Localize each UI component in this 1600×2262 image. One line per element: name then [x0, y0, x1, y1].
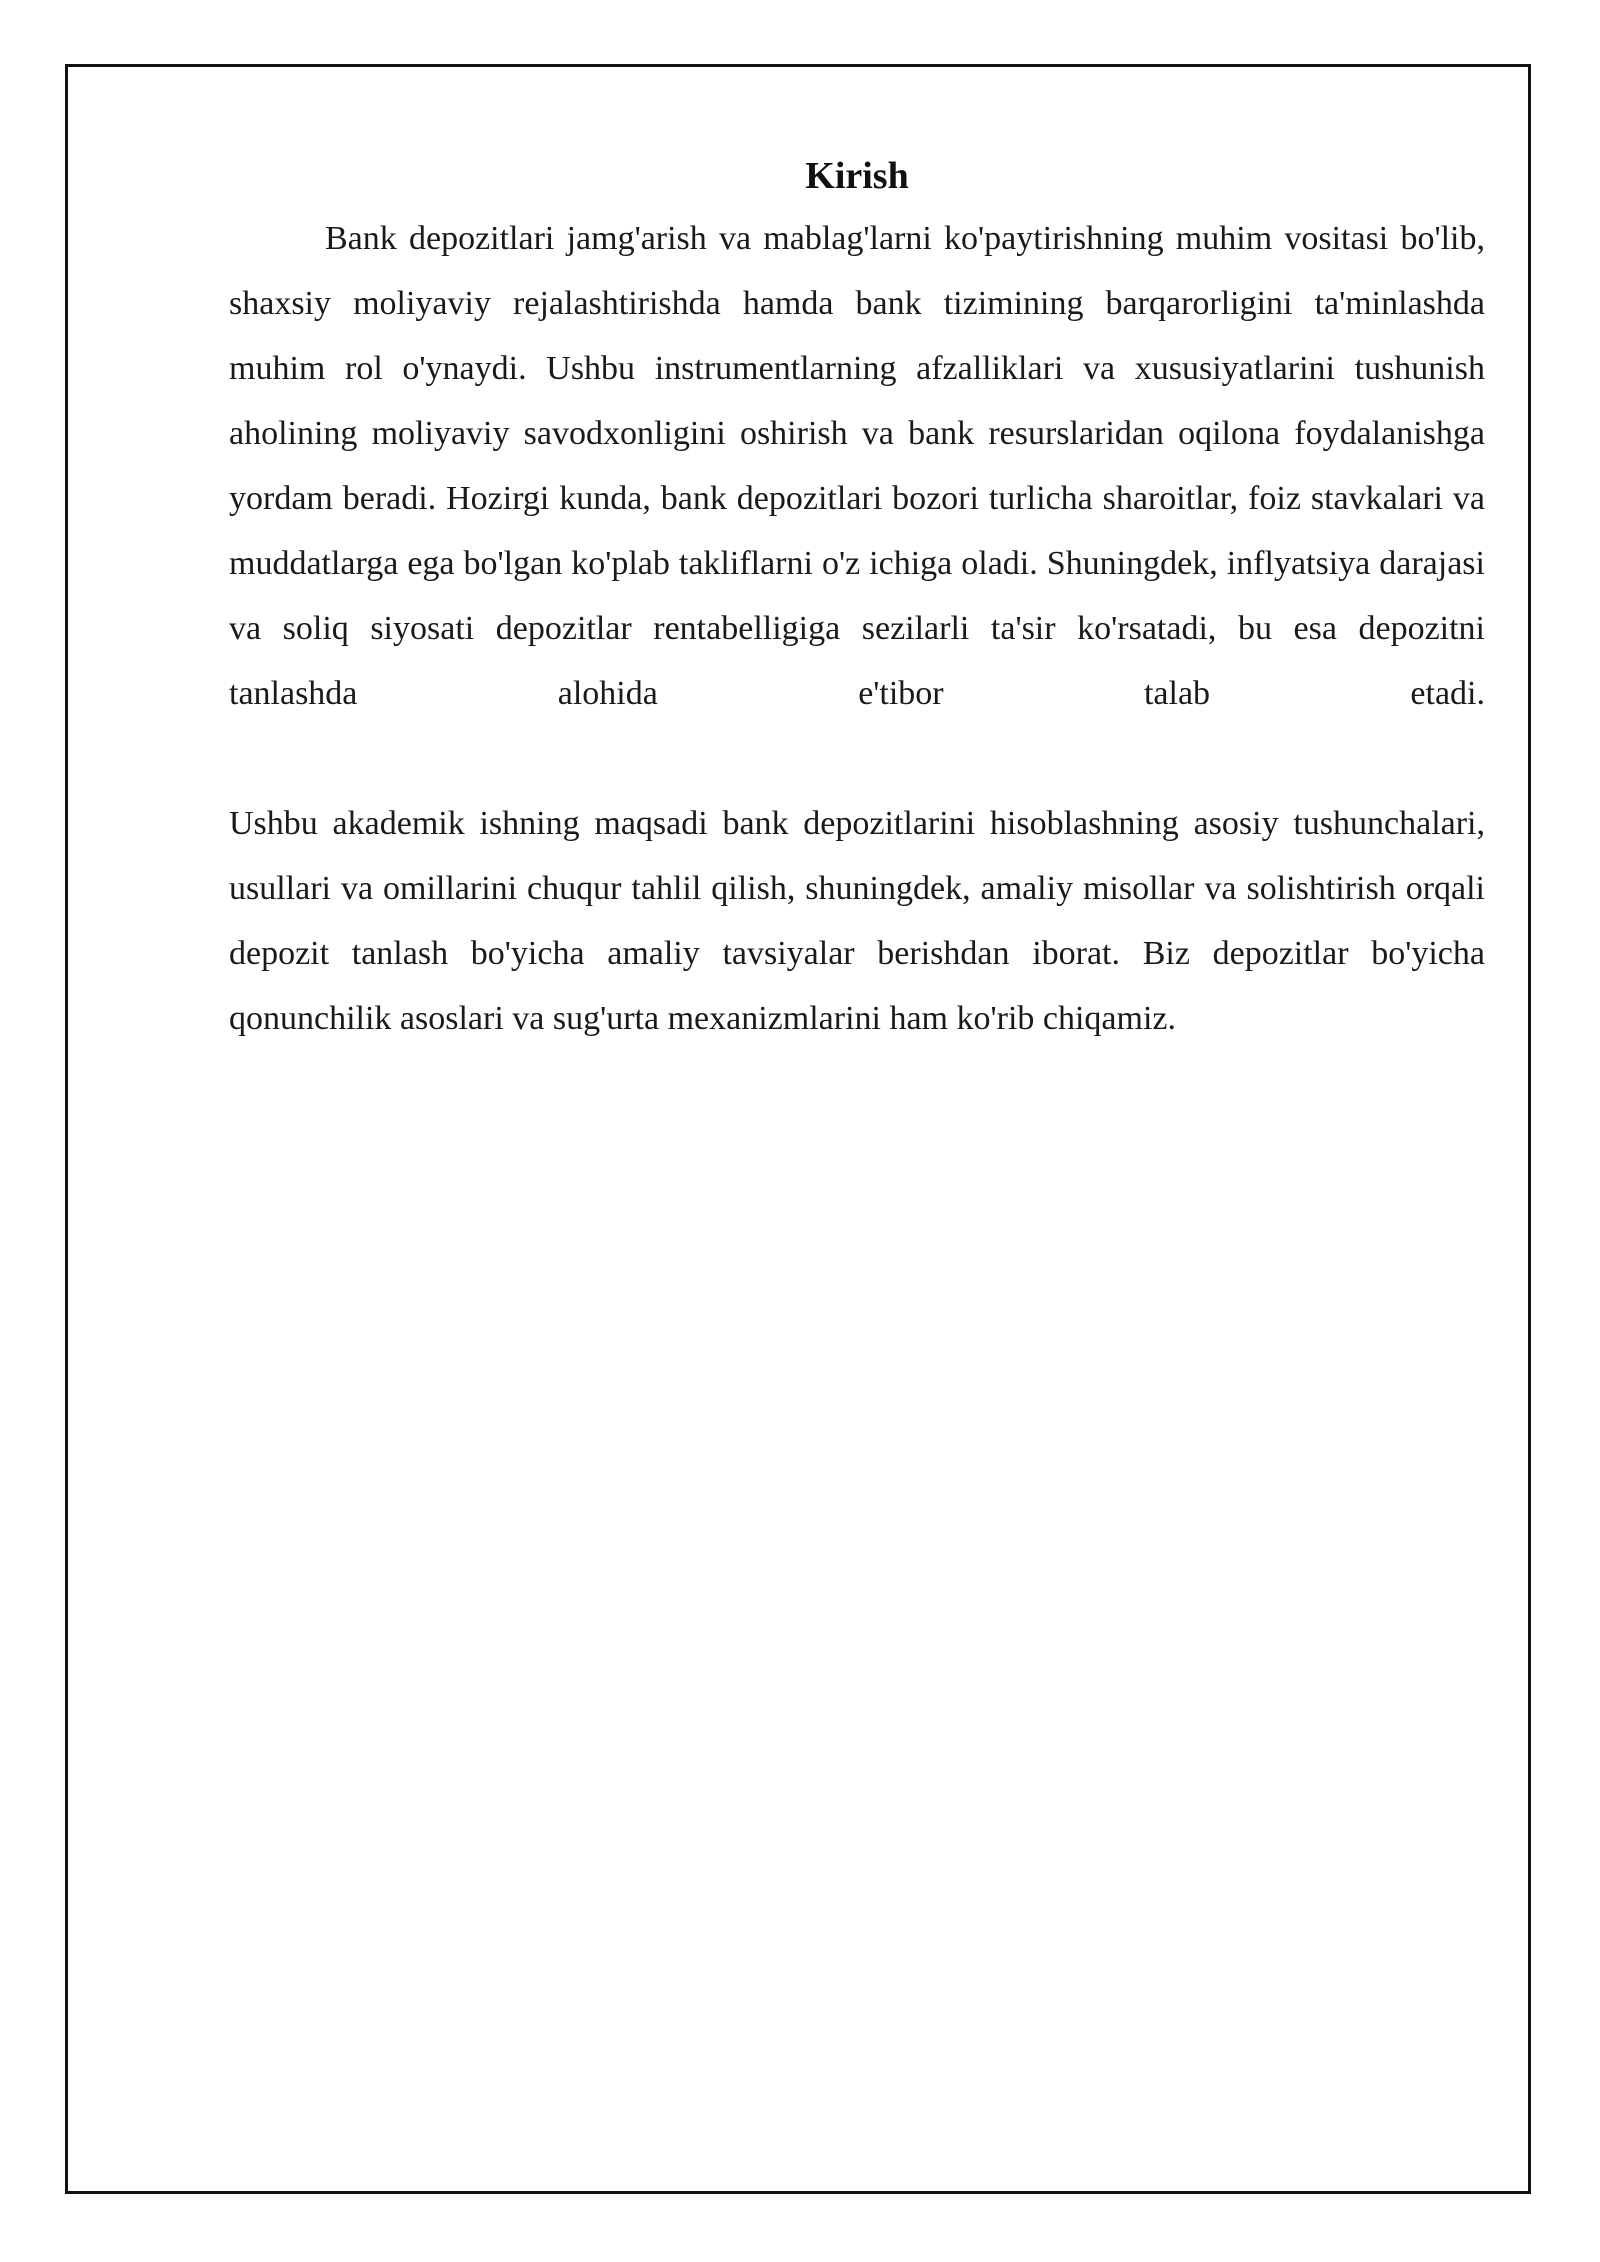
paragraph-spacer: [229, 726, 1485, 791]
document-body: [229, 148, 1485, 1051]
paragraph-goal: Ushbu akademik ishning maqsadi bank depozitlarini hisoblashning asosiy tushunchalari, usullari va omillarini chuqur tahlil qilish, shuningdek, amaliy misollar va solishtirish orqali depozit tanlash bo'yicha amaliy tavsiyalar berishdan iborat. Biz depozitlar bo'yicha qonunchilik asoslari va sug'urta mexanizmlarini ham ko'rib chiqamiz.: [229, 805, 1485, 1037]
document-title: Kirish: [805, 155, 909, 197]
paragraph-intro: Bank depozitlari jamg'arish va mablag'larni ko'paytirishning muhim vositasi bo'lib, shaxsiy moliyaviy rejalashtirishda hamda bank tizimining barqarorligini ta'minlashda muhim rol o'ynaydi. Ushbu instrumentlarning afzalliklari va xususiyatlarini tushunish aholining moliyaviy savodxonligini oshirish va bank resurslaridan oqilona foydalanishga yordam beradi. Hozirgi kunda, bank depozitlari bozori turlicha sharoitlar, foiz stavkalari va muddatlarga ega bo'lgan ko'plab takliflarni o'z ichiga oladi. Shuningdek, inflyatsiya darajasi va soliq siyosati depozitlar rentabelligiga sezilarli ta'sir ko'rsatadi, bu esa depozitni tanlashda alohida e'tibor talab etadi.: [229, 220, 1485, 712]
